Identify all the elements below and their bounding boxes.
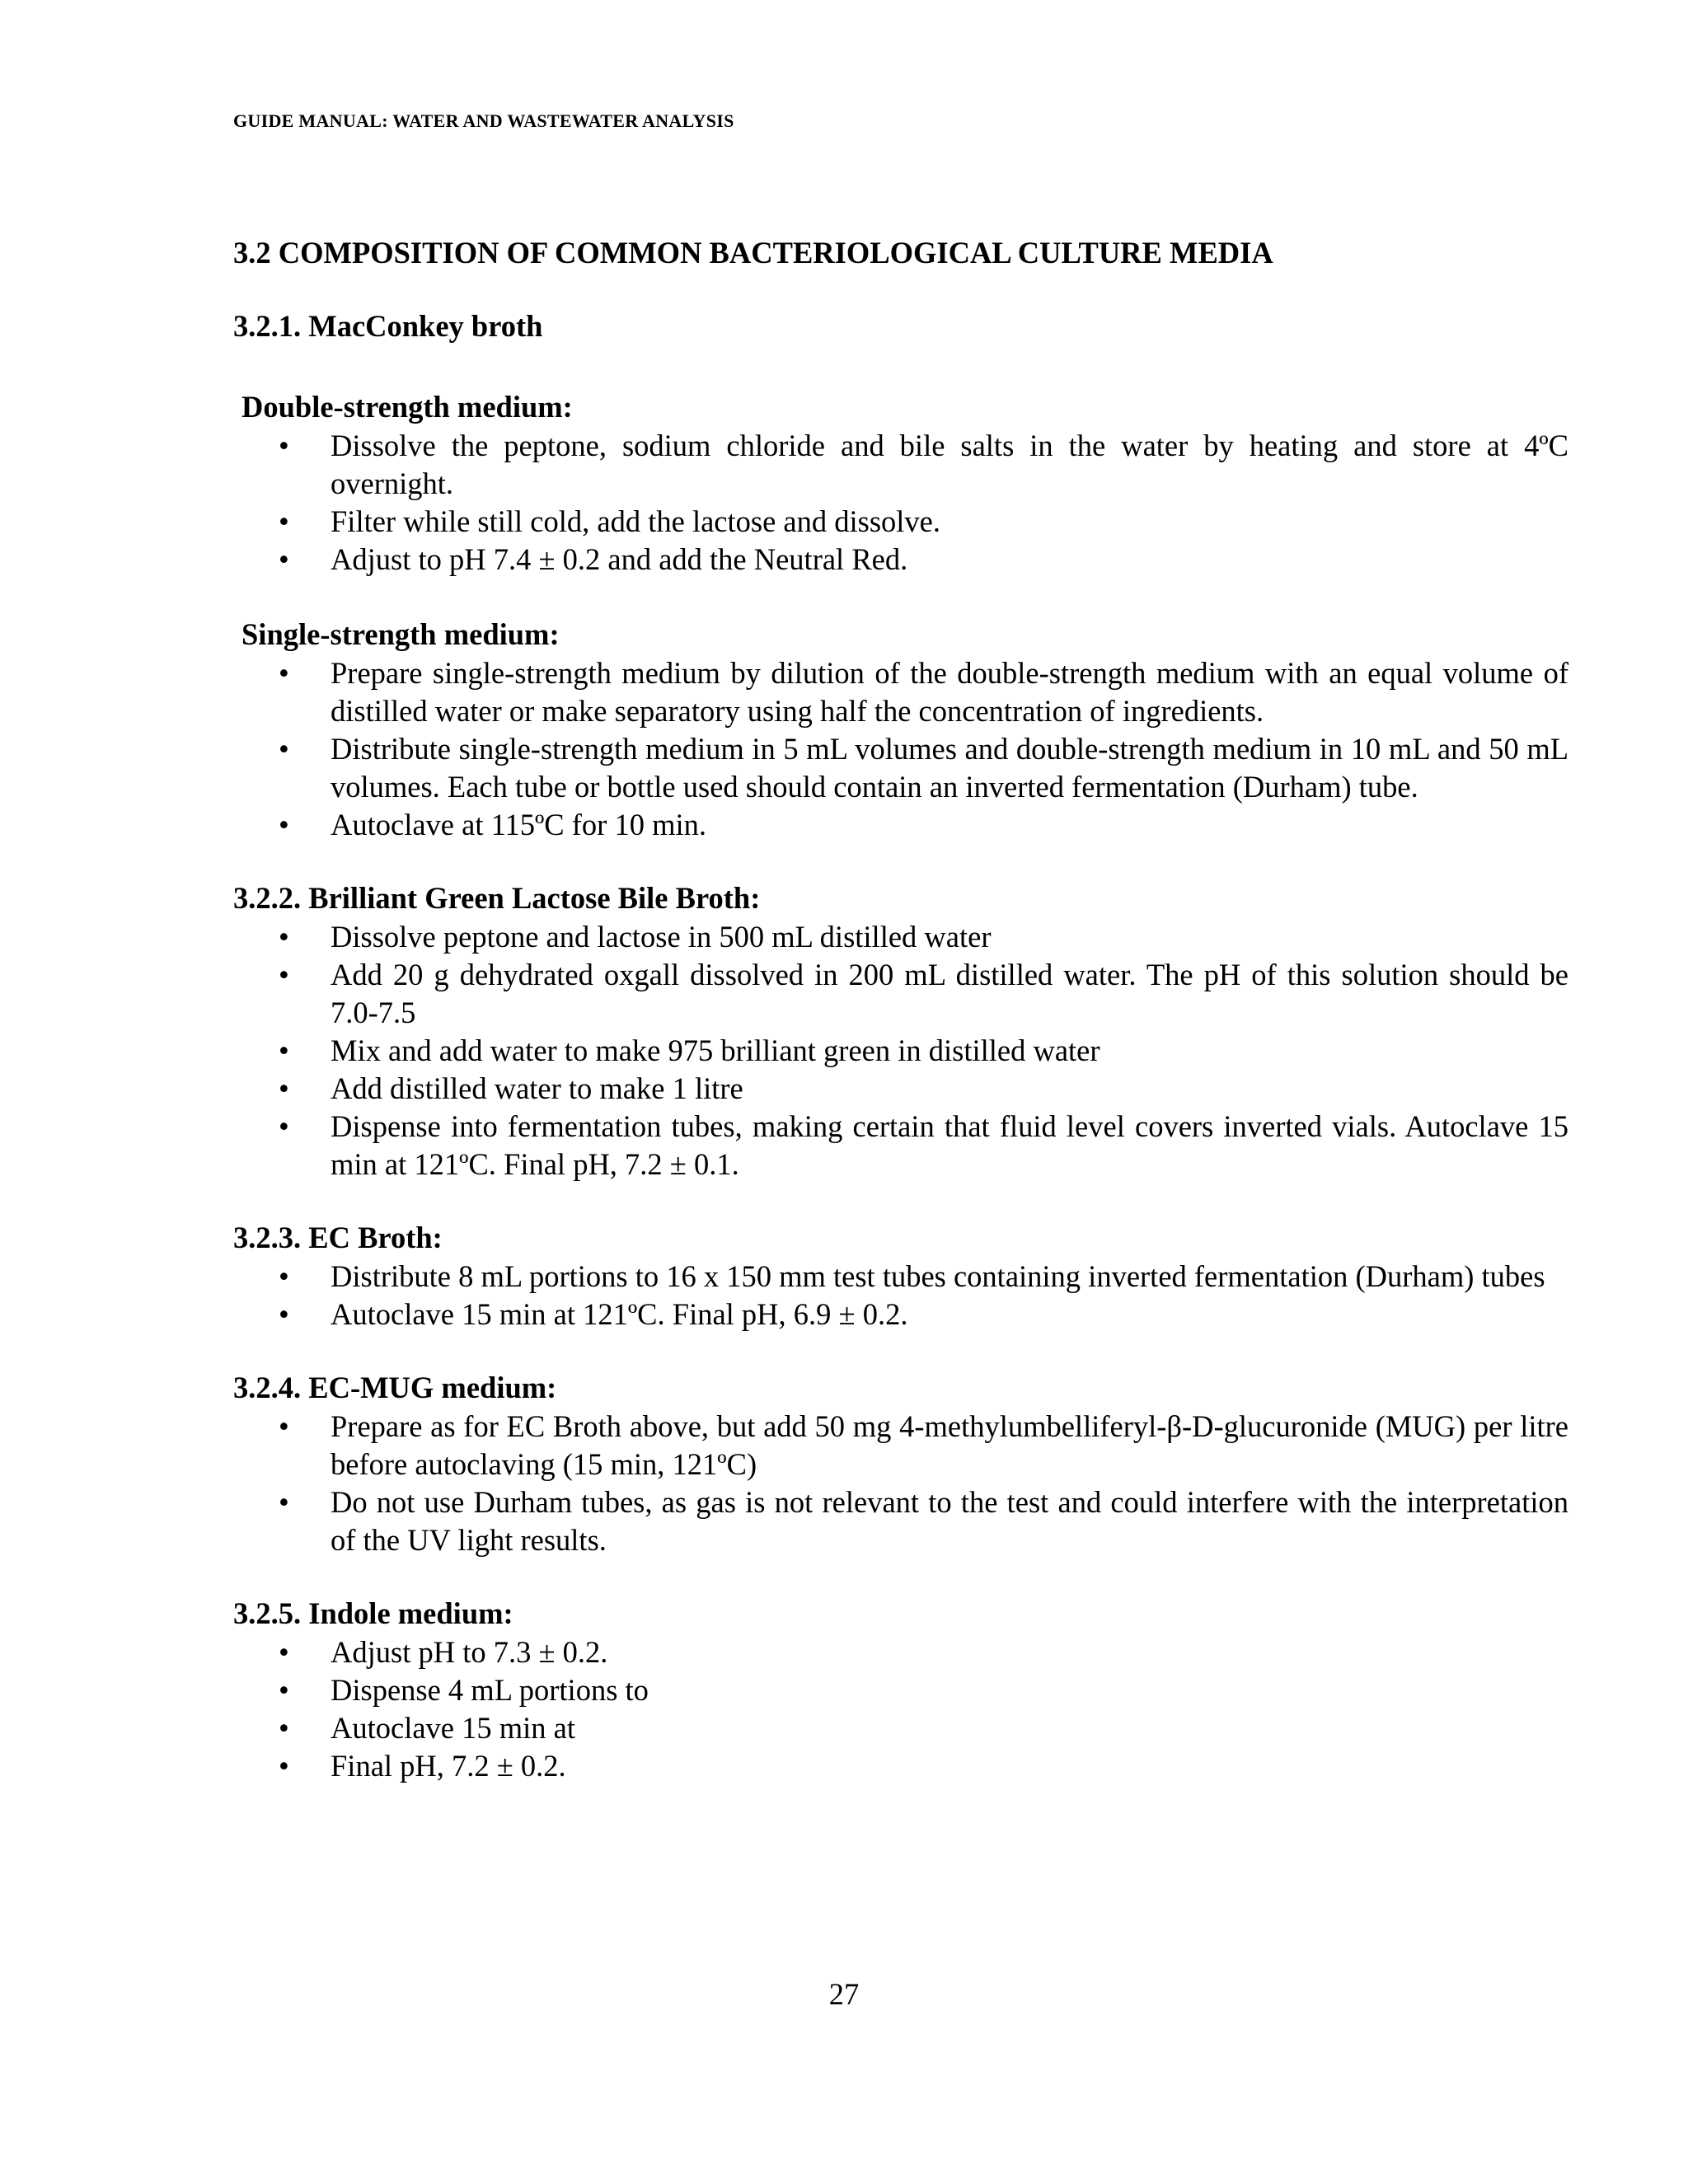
- bullet-icon: •: [279, 1485, 289, 1519]
- list-item-text: Filter while still cold, add the lactose and dissolve.: [331, 504, 940, 538]
- subsection-title: 3.2.5. Indole medium:: [233, 1596, 513, 1630]
- list-item: [233, 1032, 1568, 1070]
- bullet-icon: •: [279, 1409, 289, 1443]
- bullet-list: [233, 918, 1568, 1183]
- list-item: [233, 1747, 1568, 1785]
- bullet-icon: •: [279, 504, 289, 538]
- list-item-text: Do not use Durham tubes, as gas is not relevant to the test and could interfere with the interpretation of the UV light results.: [331, 1485, 1568, 1557]
- list-item: [233, 503, 1568, 541]
- bullet-icon: •: [279, 1711, 289, 1745]
- page-content: [233, 232, 1568, 1785]
- bullet-icon: •: [279, 1071, 289, 1105]
- list-item: [233, 1296, 1568, 1333]
- bullet-icon: •: [279, 542, 289, 576]
- list-item-text: Add 20 g dehydrated oxgall dissolved in 200 mL distilled water. The pH of this solution should be 7.0-7.5: [331, 958, 1568, 1029]
- bullet-icon: •: [279, 1297, 289, 1331]
- list-item-text: Dissolve the peptone, sodium chloride and bile salts in the water by heating and store at 4ºC overnight.: [331, 429, 1568, 500]
- subsection-title: 3.2.3. EC Broth:: [233, 1221, 443, 1254]
- list-item-text: Adjust to pH 7.4 ± 0.2 and add the Neutral Red.: [331, 542, 908, 576]
- bullet-icon: •: [279, 429, 289, 462]
- list-item-text: Distribute 8 mL portions to 16 x 150 mm test tubes containing inverted fermentation (Durham) tubes: [331, 1259, 1545, 1293]
- double-strength-block: [233, 387, 1568, 579]
- list-item: [233, 730, 1568, 806]
- list-item: [233, 918, 1568, 956]
- list-item: [233, 806, 1568, 844]
- list-item: [233, 1671, 1568, 1709]
- subsection-title: 3.2.1. MacConkey broth: [233, 309, 543, 343]
- list-item-text: Adjust pH to 7.3 ± 0.2.: [331, 1635, 608, 1669]
- bullet-icon: •: [279, 1259, 289, 1293]
- list-item-text: Autoclave 15 min at 121ºC. Final pH, 6.9 ± 0.2.: [331, 1297, 908, 1331]
- subsection-title: 3.2.2. Brilliant Green Lactose Bile Broth:: [233, 881, 761, 915]
- list-item-text: Distribute single-strength medium in 5 mL volumes and double-strength medium in 10 mL and 50 mL volumes. Each tube or bottle used should contain an inverted fermentation (Durham) tube.: [331, 732, 1568, 804]
- bullet-icon: •: [279, 656, 289, 690]
- subsection-ec-broth: [233, 1218, 1568, 1333]
- bullet-icon: •: [279, 1033, 289, 1067]
- list-item: [233, 1483, 1568, 1559]
- bullet-list: [233, 1258, 1568, 1333]
- list-item-text: Autoclave at 115ºC for 10 min.: [331, 808, 706, 841]
- subsection-title: 3.2.4. EC-MUG medium:: [233, 1371, 557, 1404]
- bullet-icon: •: [279, 958, 289, 991]
- bullet-icon: •: [279, 732, 289, 766]
- bullet-icon: •: [279, 1749, 289, 1783]
- list-item: [233, 654, 1568, 730]
- list-item-text: Autoclave 15 min at: [331, 1711, 575, 1745]
- block-heading: Single-strength medium:: [241, 617, 560, 651]
- bullet-icon: •: [279, 920, 289, 954]
- list-item: [233, 1408, 1568, 1483]
- list-item: [233, 1108, 1568, 1183]
- list-item-text: Dispense into fermentation tubes, making certain that fluid level covers inverted vials. Autoclave 15 min at 121ºC. Final pH, 7.2 ± 0.1.: [331, 1109, 1568, 1181]
- bullet-list: [233, 427, 1568, 579]
- list-item: [233, 1070, 1568, 1108]
- bullet-icon: •: [279, 808, 289, 841]
- list-item-text: Dispense 4 mL portions to: [331, 1673, 649, 1707]
- list-item: [233, 1709, 1568, 1747]
- list-item-text: Final pH, 7.2 ± 0.2.: [331, 1749, 566, 1783]
- single-strength-block: [233, 615, 1568, 844]
- subsection-indole-medium: [233, 1594, 1568, 1785]
- subsection-macconkey-broth: [233, 307, 1568, 844]
- list-item-text: Mix and add water to make 975 brilliant green in distilled water: [331, 1033, 1100, 1067]
- bullet-icon: •: [279, 1635, 289, 1669]
- bullet-icon: •: [279, 1109, 289, 1143]
- list-item-text: Dissolve peptone and lactose in 500 mL distilled water: [331, 920, 992, 954]
- subsection-ec-mug: [233, 1368, 1568, 1559]
- list-item-text: Add distilled water to make 1 litre: [331, 1071, 743, 1105]
- list-item-text: Prepare as for EC Broth above, but add 50 mg 4-methylumbelliferyl-β-D-glucuronide (MUG) per litre before autoclaving (15 min, 121ºC): [331, 1409, 1568, 1481]
- bullet-list: [233, 1408, 1568, 1559]
- list-item-text: Prepare single-strength medium by dilution of the double-strength medium with an equal volume of distilled water or make separatory using half the concentration of ingredients.: [331, 656, 1568, 728]
- list-item: [233, 541, 1568, 579]
- page-number: 27: [828, 1977, 860, 2011]
- bullet-list: [233, 654, 1568, 844]
- bullet-icon: •: [279, 1673, 289, 1707]
- list-item: [233, 1258, 1568, 1296]
- list-item: [233, 956, 1568, 1032]
- section-title: 3.2 COMPOSITION OF COMMON BACTERIOLOGICAL CULTURE MEDIA: [233, 236, 1273, 269]
- block-heading: Double-strength medium:: [241, 390, 573, 424]
- list-item: [233, 427, 1568, 503]
- list-item: [233, 1633, 1568, 1671]
- bullet-list: [233, 1633, 1568, 1785]
- subsection-brilliant-green: [233, 879, 1568, 1183]
- running-header: GUIDE MANUAL: WATER AND WASTEWATER ANALYSIS: [233, 110, 734, 131]
